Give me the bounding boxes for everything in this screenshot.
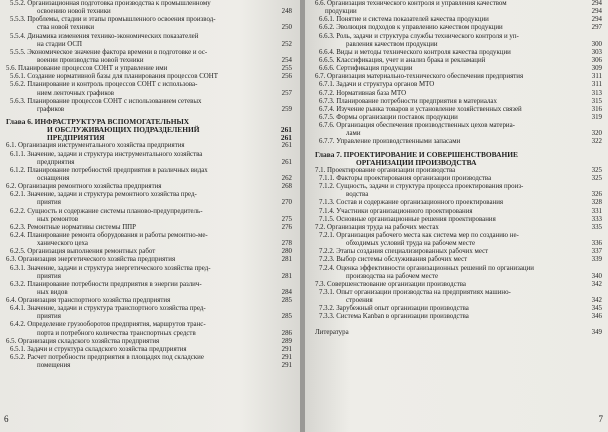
toc-entry-page: 262 — [281, 174, 292, 182]
toc-entry-page: 278 — [281, 240, 292, 248]
toc-entry-title: 6.2.5. Организация выполнения ремонтных работ — [10, 248, 156, 256]
toc-entry — [0, 65, 292, 73]
toc-entry-title: ОРГАНИЗАЦИИ ПРОИЗВОДСТВА — [356, 157, 477, 167]
page-number-left: 6 — [4, 414, 9, 424]
toc-entry-title: ных ремонтов — [37, 215, 79, 223]
toc-entry-title: 6.7.6. Организация обеспечения производственных цехов материа- — [319, 122, 515, 130]
toc-entry-page: 291 — [281, 362, 292, 370]
toc-entry — [305, 191, 602, 199]
toc-entry-title: 5.6.2. Планирование и контроль процессов СОНТ с использова- — [10, 81, 198, 89]
toc-entry-page: 342 — [591, 297, 602, 305]
toc-entry-page: 294 — [591, 0, 602, 7]
toc-entry-title: 6.2.4. Планирование ремонта оборудования и работы ремонтно-ме- — [10, 231, 208, 239]
toc-entry-title: 6.2.2. Сущность и содержание системы планово-предупредитель- — [10, 207, 203, 215]
toc-entry-title: И ОБСЛУЖИВАЮЩИХ ПОДРАЗДЕЛЕНИЙ — [47, 125, 200, 135]
toc-entry — [0, 240, 292, 248]
toc-entry-title: 6.7.1. Задачи и структура органов МТО — [319, 81, 435, 89]
toc-entry — [305, 98, 602, 106]
toc-entry-title: 6.5.2. Расчет потребности предприятия в площадях под складские — [10, 354, 204, 362]
toc-entry-page: 284 — [281, 288, 292, 296]
toc-entry-title: нием ленточных графиков — [37, 89, 115, 97]
toc-entry-title: 7.1.5. Основные организационные решения проектирования — [319, 215, 496, 223]
toc-entry-title: приятия — [37, 199, 61, 207]
toc-entry — [305, 16, 602, 24]
toc-entry — [305, 57, 602, 65]
toc-entry-title: оснащения — [37, 174, 70, 182]
toc-entry-page: 311 — [591, 81, 602, 89]
toc-entry-title: равления качеством продукции — [346, 40, 438, 48]
toc-entry-page: 276 — [281, 223, 292, 231]
toc-entry — [0, 362, 292, 370]
toc-entry-page: 316 — [591, 105, 602, 113]
toc-entry-page: 286 — [281, 329, 292, 337]
toc-entry-title: приятия — [37, 313, 61, 321]
toc-entry-title: 6.6.2. Эволюция подходов к управлению качеством продукции — [319, 24, 503, 32]
toc-entry-page: 261 — [281, 142, 292, 150]
toc-entry-page: 333 — [591, 215, 602, 223]
toc-entry-page: 335 — [591, 223, 602, 231]
toc-chapter-heading — [0, 134, 292, 142]
toc-entry — [305, 81, 602, 89]
toc-entry-title: 7.3.3. Система Kanban в организации производства — [319, 313, 469, 321]
toc-entry-title: ханического цеха — [37, 240, 88, 248]
toc-entry-title: 7.2.4. Оценка эффективности организационных решений по организации — [319, 264, 534, 272]
toc-entry-title: водства — [346, 191, 369, 199]
toc-entry — [0, 354, 292, 362]
toc-entry — [305, 106, 602, 114]
toc-entry-page: 289 — [281, 337, 292, 345]
toc-entry — [305, 8, 602, 16]
toc-entry-title: 6.1.1. Значение, задачи и структура инструментального хозяйства — [10, 150, 203, 158]
toc-entry-title: 6.6.4. Виды и методы технического контроля качества продукции — [319, 48, 511, 56]
toc-entry-page: 281 — [281, 256, 292, 264]
toc-entry — [0, 57, 292, 65]
toc-entry-page: 261 — [281, 158, 292, 166]
toc-entry-title: ства новой техники — [37, 24, 95, 32]
toc-entry-page: 345 — [591, 305, 602, 313]
toc-entry — [0, 41, 292, 49]
toc-entry-page: 339 — [591, 256, 602, 264]
toc-chapter-heading — [0, 126, 292, 134]
toc-entry-title: 7.2.1. Организация рабочего места как система мер по созданию не- — [319, 231, 519, 239]
toc-entry-page: 281 — [281, 272, 292, 280]
toc-entry-title: 6.7.7. Управление производственными запасами — [319, 138, 461, 146]
toc-entry-page: 303 — [591, 48, 602, 56]
toc-entry — [0, 8, 292, 16]
toc-entry-page: 346 — [591, 313, 602, 321]
toc-entry-title: строения — [346, 297, 373, 305]
toc-entry — [305, 167, 602, 175]
toc-entry — [305, 0, 602, 8]
toc-entry — [305, 65, 602, 73]
toc-entry-title: ных видов — [37, 288, 68, 296]
toc-entry-title: 5.6.1. Создание нормативной базы для планирования процессов СОНТ — [10, 73, 218, 81]
toc-entry — [305, 216, 602, 224]
toc-entry-page: 250 — [281, 24, 292, 32]
toc-entry — [305, 130, 602, 138]
toc-entry-title: 6.2. Организация ремонтного хозяйства предприятия — [6, 183, 162, 191]
toc-entry-title: порта и потребного количества транспортных средств — [37, 329, 196, 337]
toc-entry — [0, 175, 292, 183]
toc-entry-page: 261 — [280, 133, 292, 143]
toc-entry — [0, 183, 292, 191]
toc-entry-title: предприятия — [37, 158, 75, 166]
toc-entry-title: 6.6.6. Сертификация продукции — [319, 65, 413, 73]
toc-entry — [305, 49, 602, 57]
toc-entry-title: 5.5.3. Проблемы, стадии и этапы промышленного освоения производ- — [10, 16, 216, 24]
toc-entry-title: 7.3.1. Опыт организации производства на предприятиях машино- — [319, 288, 511, 296]
toc-entry-title: 6.6. Организация технического контроля и управления качеством — [315, 0, 507, 7]
toc-entry-title: 6.4.1. Значение, задачи и структура транспортного хозяйства пред- — [10, 305, 206, 313]
toc-entry-title: 7.2.2. Этапы создания специализированных рабочих мест — [319, 248, 489, 256]
toc-entry-title: 6.3.2. Планирование потребности предприятия в энергии различ- — [10, 280, 202, 288]
toc-entry — [0, 224, 292, 232]
toc-entry — [0, 98, 292, 106]
toc-entry — [0, 49, 292, 57]
toc-entry-title: 6.6.1. Понятие и система показателей качества продукции — [319, 16, 489, 24]
toc-entry — [305, 41, 602, 49]
page-number-right: 7 — [598, 414, 603, 424]
toc-entry-page: 257 — [281, 89, 292, 97]
toc-entry-page: 319 — [591, 113, 602, 121]
toc-entry — [0, 142, 292, 150]
toc-entry-title: 7.3.2. Зарубежный опыт организации производства — [319, 305, 469, 313]
toc-entry — [0, 81, 292, 89]
toc-entry — [0, 73, 292, 81]
toc-entry-page: 268 — [281, 183, 292, 191]
toc-entry-page: 294 — [591, 16, 602, 24]
toc-entry-title: освоению новой техники — [37, 8, 111, 16]
toc-entry — [0, 151, 292, 159]
toc-entry-page: 337 — [591, 248, 602, 256]
toc-entry-title: 6.4.2. Определение грузооборотов предприятия, маршрутов транс- — [10, 321, 206, 329]
toc-entry-title: на стадии ОСП — [37, 40, 82, 48]
toc-entry — [0, 305, 292, 313]
toc-entry-title: 7.1.2. Сущность, задачи и структура процесса проектирования произ- — [319, 183, 524, 191]
toc-entry-page: 320 — [591, 130, 602, 138]
toc-list-right — [305, 0, 602, 338]
toc-entry — [305, 313, 602, 321]
toc-entry — [305, 138, 602, 146]
toc-entry-title: графиков — [37, 105, 65, 113]
toc-entry-title: 7.2. Организация труда на рабочих местах — [315, 223, 439, 231]
toc-entry — [0, 338, 292, 346]
toc-entry-title: 7.1. Проектирование организации производства — [315, 166, 456, 174]
toc-entry — [305, 33, 602, 41]
toc-entry — [305, 224, 602, 232]
toc-entry-title: 6.7.4. Изучение рынка товаров и установление хозяйственных связей — [319, 105, 522, 113]
toc-entry-page: 255 — [281, 65, 292, 73]
toc-entry-page: 285 — [281, 313, 292, 321]
toc-entry-page: 285 — [281, 297, 292, 305]
toc-entry-title: приятия — [37, 272, 61, 280]
toc-entry — [0, 297, 292, 305]
toc-entry-title: 6.7. Организация материально-технического обеспечения предприятия — [315, 73, 524, 81]
toc-entry-title: обходимых условий труда на рабочем месте — [346, 240, 476, 248]
right-page — [305, 0, 608, 432]
toc-entry — [305, 199, 602, 207]
toc-entry — [0, 159, 292, 167]
toc-entry — [305, 329, 602, 337]
toc-entry — [305, 265, 602, 273]
toc-entry — [0, 167, 292, 175]
toc-entry-title: продукции — [325, 8, 357, 16]
toc-entry-title: 6.7.3. Планирование потребности предприятия в материалах — [319, 97, 497, 105]
toc-entry-title: 7.1.4. Участники организационного проектирования — [319, 207, 473, 215]
toc-entry-title: 7.3. Совершенствование организации производства — [315, 280, 466, 288]
toc-chapter-heading — [305, 159, 602, 167]
toc-entry-page: 248 — [281, 8, 292, 16]
toc-entry — [0, 232, 292, 240]
toc-entry — [305, 281, 602, 289]
toc-entry-title: 6.7.5. Формы организации поставок продукции — [319, 113, 458, 121]
toc-entry — [305, 273, 602, 281]
toc-entry-title: лами — [346, 130, 361, 138]
toc-entry-title: 7.2.3. Выбор системы обслуживания рабочих мест — [319, 256, 468, 264]
toc-entry-title: 6.4. Организация транспортного хозяйства предприятия — [6, 297, 171, 305]
toc-entry-title: 5.5.2. Организационная подготовка производства к промышленному — [10, 0, 211, 7]
toc-entry-page: 340 — [591, 272, 602, 280]
toc-entry — [0, 208, 292, 216]
toc-entry-title: производства на рабочем месте — [346, 272, 439, 280]
toc-entry — [0, 33, 292, 41]
toc-entry-page: 259 — [281, 105, 292, 113]
toc-entry — [305, 24, 602, 32]
toc-entry-title: Глава 7. ПРОЕКТИРОВАНИЕ И СОВЕРШЕНСТВОВАНИЕ — [315, 149, 518, 159]
toc-entry-page: 309 — [591, 65, 602, 73]
toc-entry — [305, 208, 602, 216]
toc-entry-page: 311 — [591, 73, 602, 81]
toc-entry — [0, 199, 292, 207]
toc-entry-title: 6.5. Организация складского хозяйства предприятия — [6, 337, 160, 345]
toc-entry-title: 6.5.1. Задачи и структура складского хозяйства предприятия — [10, 345, 187, 353]
toc-entry-page: 313 — [591, 89, 602, 97]
toc-entry — [305, 90, 602, 98]
toc-entry — [0, 24, 292, 32]
toc-entry-page: 291 — [281, 345, 292, 353]
toc-entry-page: 300 — [591, 40, 602, 48]
toc-entry — [305, 305, 602, 313]
toc-entry-title: 6.7.2. Нормативная база МТО — [319, 89, 407, 97]
toc-entry-page: 297 — [591, 24, 602, 32]
toc-entry-title: Глава 6. ИНФРАСТРУКТУРА ВСПОМОГАТЕЛЬНЫХ — [6, 116, 190, 126]
toc-entry — [305, 175, 602, 183]
toc-entry — [305, 289, 602, 297]
toc-entry-title: 5.6.3. Планирование процессов СОНТ с использованием сетевых — [10, 97, 202, 105]
toc-entry-page: 270 — [281, 199, 292, 207]
toc-entry-title: воении производства новой техники — [37, 56, 144, 64]
toc-entry — [0, 90, 292, 98]
toc-entry-page: 254 — [281, 56, 292, 64]
toc-entry — [305, 256, 602, 264]
toc-entry-page: 331 — [591, 207, 602, 215]
toc-entry-page: 280 — [281, 248, 292, 256]
toc-entry-page: 291 — [281, 354, 292, 362]
toc-entry-title: ПРЕДПРИЯТИЯ — [47, 133, 105, 143]
toc-entry-title: 7.1.3. Состав и содержание организационного проектирования — [319, 199, 504, 207]
toc-entry-page: 325 — [591, 166, 602, 174]
toc-entry — [305, 297, 602, 305]
toc-entry-page: 342 — [591, 280, 602, 288]
toc-entry — [305, 183, 602, 191]
toc-entry — [0, 330, 292, 338]
toc-entry — [0, 265, 292, 273]
toc-entry-title: 5.5.5. Экономическое значение фактора времени в подготовке и ос- — [10, 48, 208, 56]
toc-entry-title: помещения — [37, 362, 71, 370]
toc-entry — [0, 313, 292, 321]
toc-entry — [305, 232, 602, 240]
toc-entry — [0, 289, 292, 297]
toc-entry-page: 315 — [591, 97, 602, 105]
toc-entry — [0, 0, 292, 8]
toc-entry — [0, 216, 292, 224]
toc-entry — [305, 114, 602, 122]
toc-entry — [0, 256, 292, 264]
toc-entry — [0, 321, 292, 329]
toc-entry — [0, 273, 292, 281]
toc-entry-title: 6.6.3. Роль, задачи и структура службы технического контроля и уп- — [319, 32, 519, 40]
toc-entry-page: 326 — [591, 191, 602, 199]
toc-entry-title: 6.1. Организация инструментального хозяйства предприятия — [6, 142, 185, 150]
toc-entry-page: 275 — [281, 215, 292, 223]
toc-entry-title: 7.1.1. Факторы проектирования организации производства — [319, 174, 492, 182]
toc-entry-page: 325 — [591, 174, 602, 182]
toc-entry — [305, 240, 602, 248]
left-page — [0, 0, 301, 432]
toc-entry-title: 6.3. Организация энергетического хозяйства предприятия — [6, 256, 176, 264]
toc-entry-title: Литература — [315, 329, 349, 337]
toc-entry-page: 328 — [591, 199, 602, 207]
toc-entry — [0, 16, 292, 24]
toc-entry — [0, 106, 292, 114]
toc-entry-page: 294 — [591, 8, 602, 16]
toc-entry-title: 6.2.1. Значение, задачи и структура ремонтного хозяйства пред- — [10, 191, 197, 199]
toc-entry — [0, 346, 292, 354]
toc-entry-page: 252 — [281, 40, 292, 48]
toc-entry-page: 261 — [280, 125, 292, 135]
toc-entry — [0, 281, 292, 289]
toc-entry-title: 5.6. Планирование процессов СОНТ и управление ими — [6, 65, 168, 73]
toc-entry — [0, 248, 292, 256]
toc-entry — [305, 248, 602, 256]
toc-entry-page: 349 — [591, 329, 602, 337]
toc-entry-title: 6.2.3. Ремонтные нормативы системы ППР — [10, 223, 136, 231]
toc-entry-title: 6.3.1. Значение, задачи и структура энергетического хозяйства пред- — [10, 264, 211, 272]
toc-entry-title: 6.6.5. Классификация, учет и анализ брака и рекламаций — [319, 56, 486, 64]
toc-entry-page: 306 — [591, 56, 602, 64]
toc-entry-page: 256 — [281, 73, 292, 81]
toc-entry-page: 322 — [591, 138, 602, 146]
toc-entry-title: 5.5.4. Динамика изменения технико-экономических показателей — [10, 32, 199, 40]
toc-entry-page: 336 — [591, 240, 602, 248]
toc-entry-title: 6.1.2. Планирование потребностей предприятия в различных видах — [10, 166, 208, 174]
toc-entry — [0, 191, 292, 199]
toc-list-left — [0, 0, 292, 370]
toc-entry — [305, 73, 602, 81]
toc-entry — [305, 122, 602, 130]
